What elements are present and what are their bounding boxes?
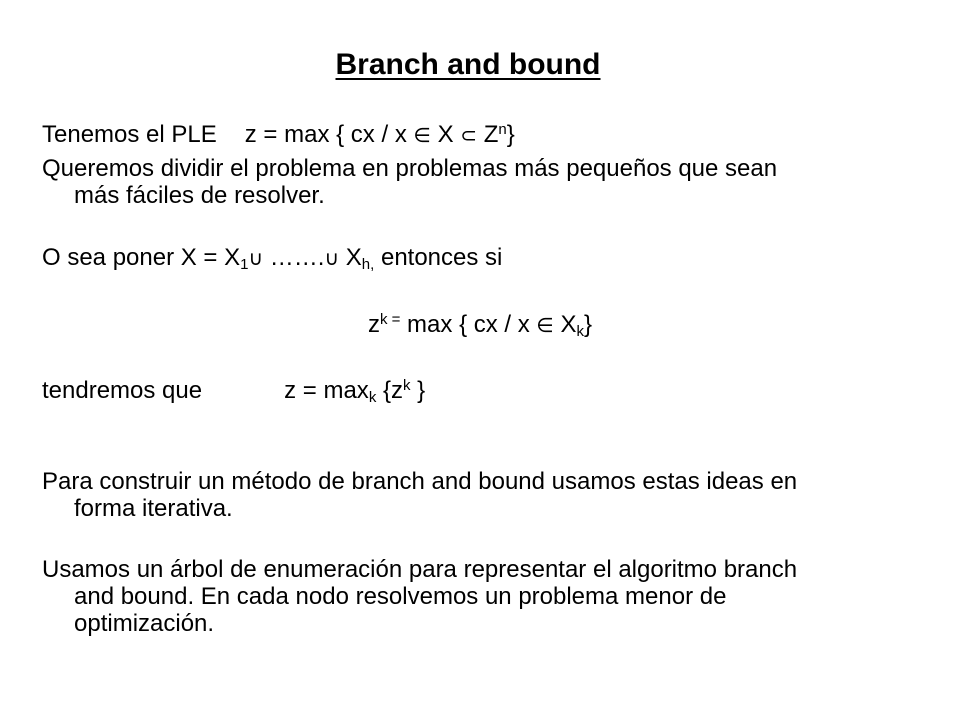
- partition-suffix: entonces si: [374, 244, 503, 271]
- subscript-k: k: [368, 389, 377, 406]
- result-formula: z = max: [284, 377, 369, 404]
- superscript-k: k =: [379, 311, 401, 328]
- set-x-h: X: [339, 244, 362, 271]
- partition-prefix: O sea poner X = X: [42, 244, 241, 271]
- ple-formula-prefix: z = max { cx / x: [244, 121, 407, 148]
- set-z: Z: [483, 121, 499, 148]
- subproblem-formula: [0, 311, 960, 339]
- partition-line: [42, 244, 502, 272]
- result-label: tendremos que: [42, 377, 203, 404]
- ple-label: Tenemos el PLE: [42, 121, 217, 148]
- set-x-k: X: [553, 311, 577, 338]
- ple-definition-line: [42, 121, 515, 149]
- paragraph-construct-method: [42, 468, 922, 522]
- paragraph-divide-problem: [42, 155, 922, 209]
- subscript-k: k: [576, 323, 585, 340]
- element-of-symbol: ∈: [536, 313, 554, 337]
- superscript-k: k: [403, 377, 411, 394]
- close-brace: }: [410, 377, 426, 404]
- result-line: [42, 377, 425, 404]
- close-brace: }: [584, 311, 593, 338]
- paragraph-enumeration-tree: [42, 556, 922, 637]
- paragraph-continuation: más fáciles de resolver.: [74, 182, 325, 209]
- element-of-symbol: ∈: [413, 123, 431, 147]
- paragraph-text: Para construir un método de branch and bound usamos estas ideas en: [42, 468, 798, 495]
- subscript-1: 1: [240, 256, 249, 273]
- subproblem-max: max { cx / x: [400, 311, 537, 338]
- paragraph-text: Usamos un árbol de enumeración para representar el algoritmo branch: [42, 556, 798, 583]
- paragraph-continuation: optimización.: [74, 610, 215, 637]
- result-brace: {z: [376, 377, 403, 404]
- union-symbol: ∪: [248, 246, 264, 270]
- subscript-h: h,: [361, 256, 375, 273]
- ellipsis: …….: [263, 244, 325, 271]
- subset-symbol: ⊂: [460, 123, 478, 147]
- paragraph-text: Queremos dividir el problema en problemas más pequeños que sean: [42, 155, 778, 182]
- superscript-n: n: [498, 121, 507, 138]
- paragraph-continuation: and bound. En cada nodo resolvemos un problema menor de: [74, 583, 727, 610]
- paragraph-continuation: forma iterativa.: [74, 495, 233, 522]
- union-symbol: ∪: [324, 246, 340, 270]
- z-symbol: z: [367, 311, 380, 338]
- slide-title: Branch and bound: [335, 48, 601, 81]
- set-x: X: [437, 121, 454, 148]
- close-brace: }: [506, 121, 515, 148]
